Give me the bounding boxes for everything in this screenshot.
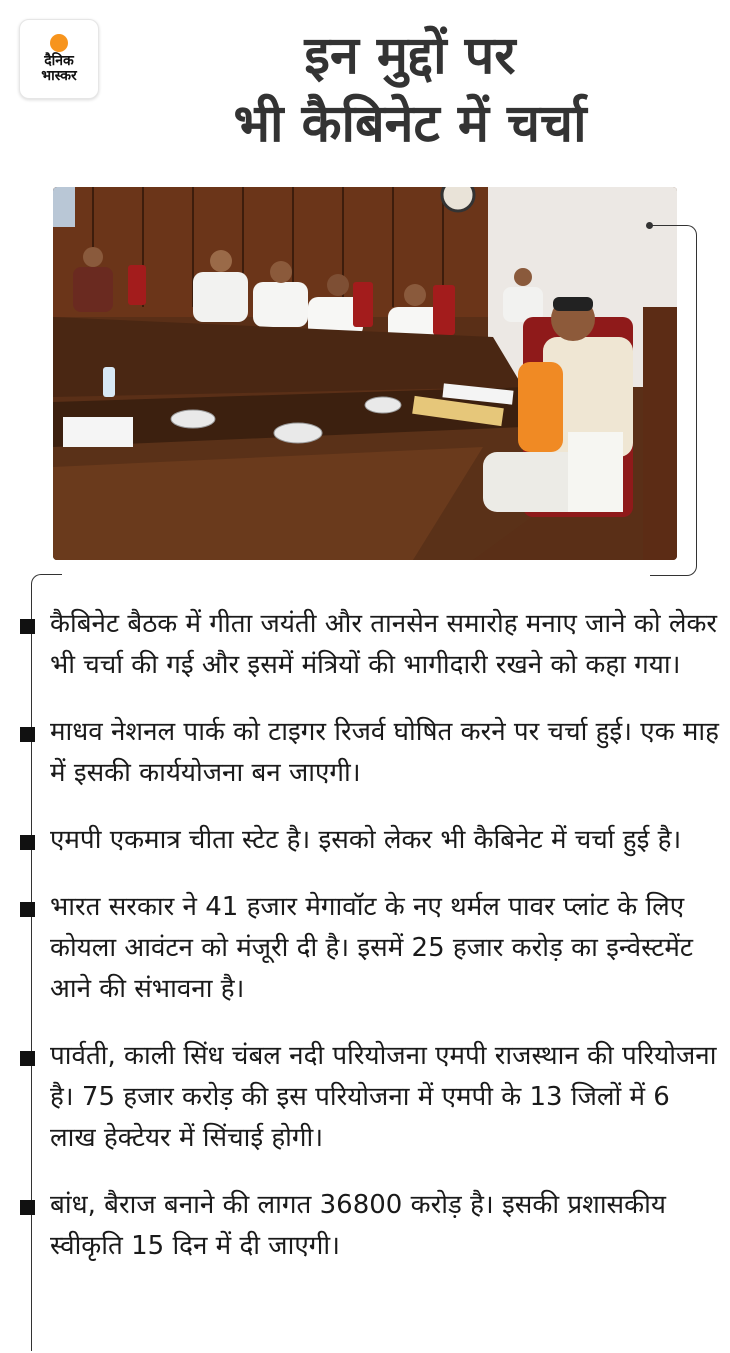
list-item-text: बांध, बैराज बनाने की लागत 36800 करोड़ है। इसकी प्रशासकीय स्वीकृति 15 दिन में दी जाएगी। <box>50 1190 666 1261</box>
bullet-list <box>20 604 720 1293</box>
sun-icon <box>50 34 68 52</box>
list-item <box>20 820 720 861</box>
bullet-square-icon <box>20 835 35 850</box>
dainik-bhaskar-logo <box>19 19 99 99</box>
list-item <box>20 1036 720 1159</box>
list-item-text: एमपी एकमात्र चीता स्टेट है। इसको लेकर भी कैबिनेट में चर्चा हुई है। <box>50 825 682 855</box>
list-item <box>20 604 720 686</box>
page-title <box>110 22 710 158</box>
decorative-dot <box>646 222 653 229</box>
bullet-square-icon <box>20 619 35 634</box>
bullet-square-icon <box>20 727 35 742</box>
list-item <box>20 1185 720 1267</box>
list-item-text: कैबिनेट बैठक में गीता जयंती और तानसेन समारोह मनाए जाने को लेकर भी चर्चा की गई और इसमें मंत्रियों की भागीदारी रखने को कहा गया। <box>50 609 718 680</box>
decorative-frame-right <box>650 225 697 576</box>
list-item-text: पार्वती, काली सिंध चंबल नदी परियोजना एमपी राजस्थान की परियोजना है। 75 हजार करोड़ की इस परियोजना में एमपी के 13 जिलों में 6 लाख हेक्टेयर में सिंचाई होगी। <box>50 1041 717 1153</box>
logo-line-2: भास्कर <box>41 68 77 84</box>
bullet-square-icon <box>20 1200 35 1215</box>
list-item <box>20 887 720 1010</box>
list-item-text: भारत सरकार ने 41 हजार मेगावॉट के नए थर्मल पावर प्लांट के लिए कोयला आवंटन को मंजूरी दी है। इसमें 25 हजार करोड़ का इन्वेस्टमेंट आने की संभावना है। <box>50 892 693 1004</box>
title-line-2: भी कैबिनेट में चर्चा <box>233 94 587 154</box>
list-item <box>20 712 720 794</box>
bullet-square-icon <box>20 902 35 917</box>
list-item-text: माधव नेशनल पार्क को टाइगर रिजर्व घोषित करने पर चर्चा हुई। एक माह में इसकी कार्ययोजना बन जाएगी। <box>50 717 719 788</box>
logo-line-1: दैनिक <box>44 53 74 69</box>
bullet-square-icon <box>20 1051 35 1066</box>
cabinet-meeting-photo <box>53 187 677 560</box>
title-line-1: इन मुद्दों पर <box>304 26 516 86</box>
